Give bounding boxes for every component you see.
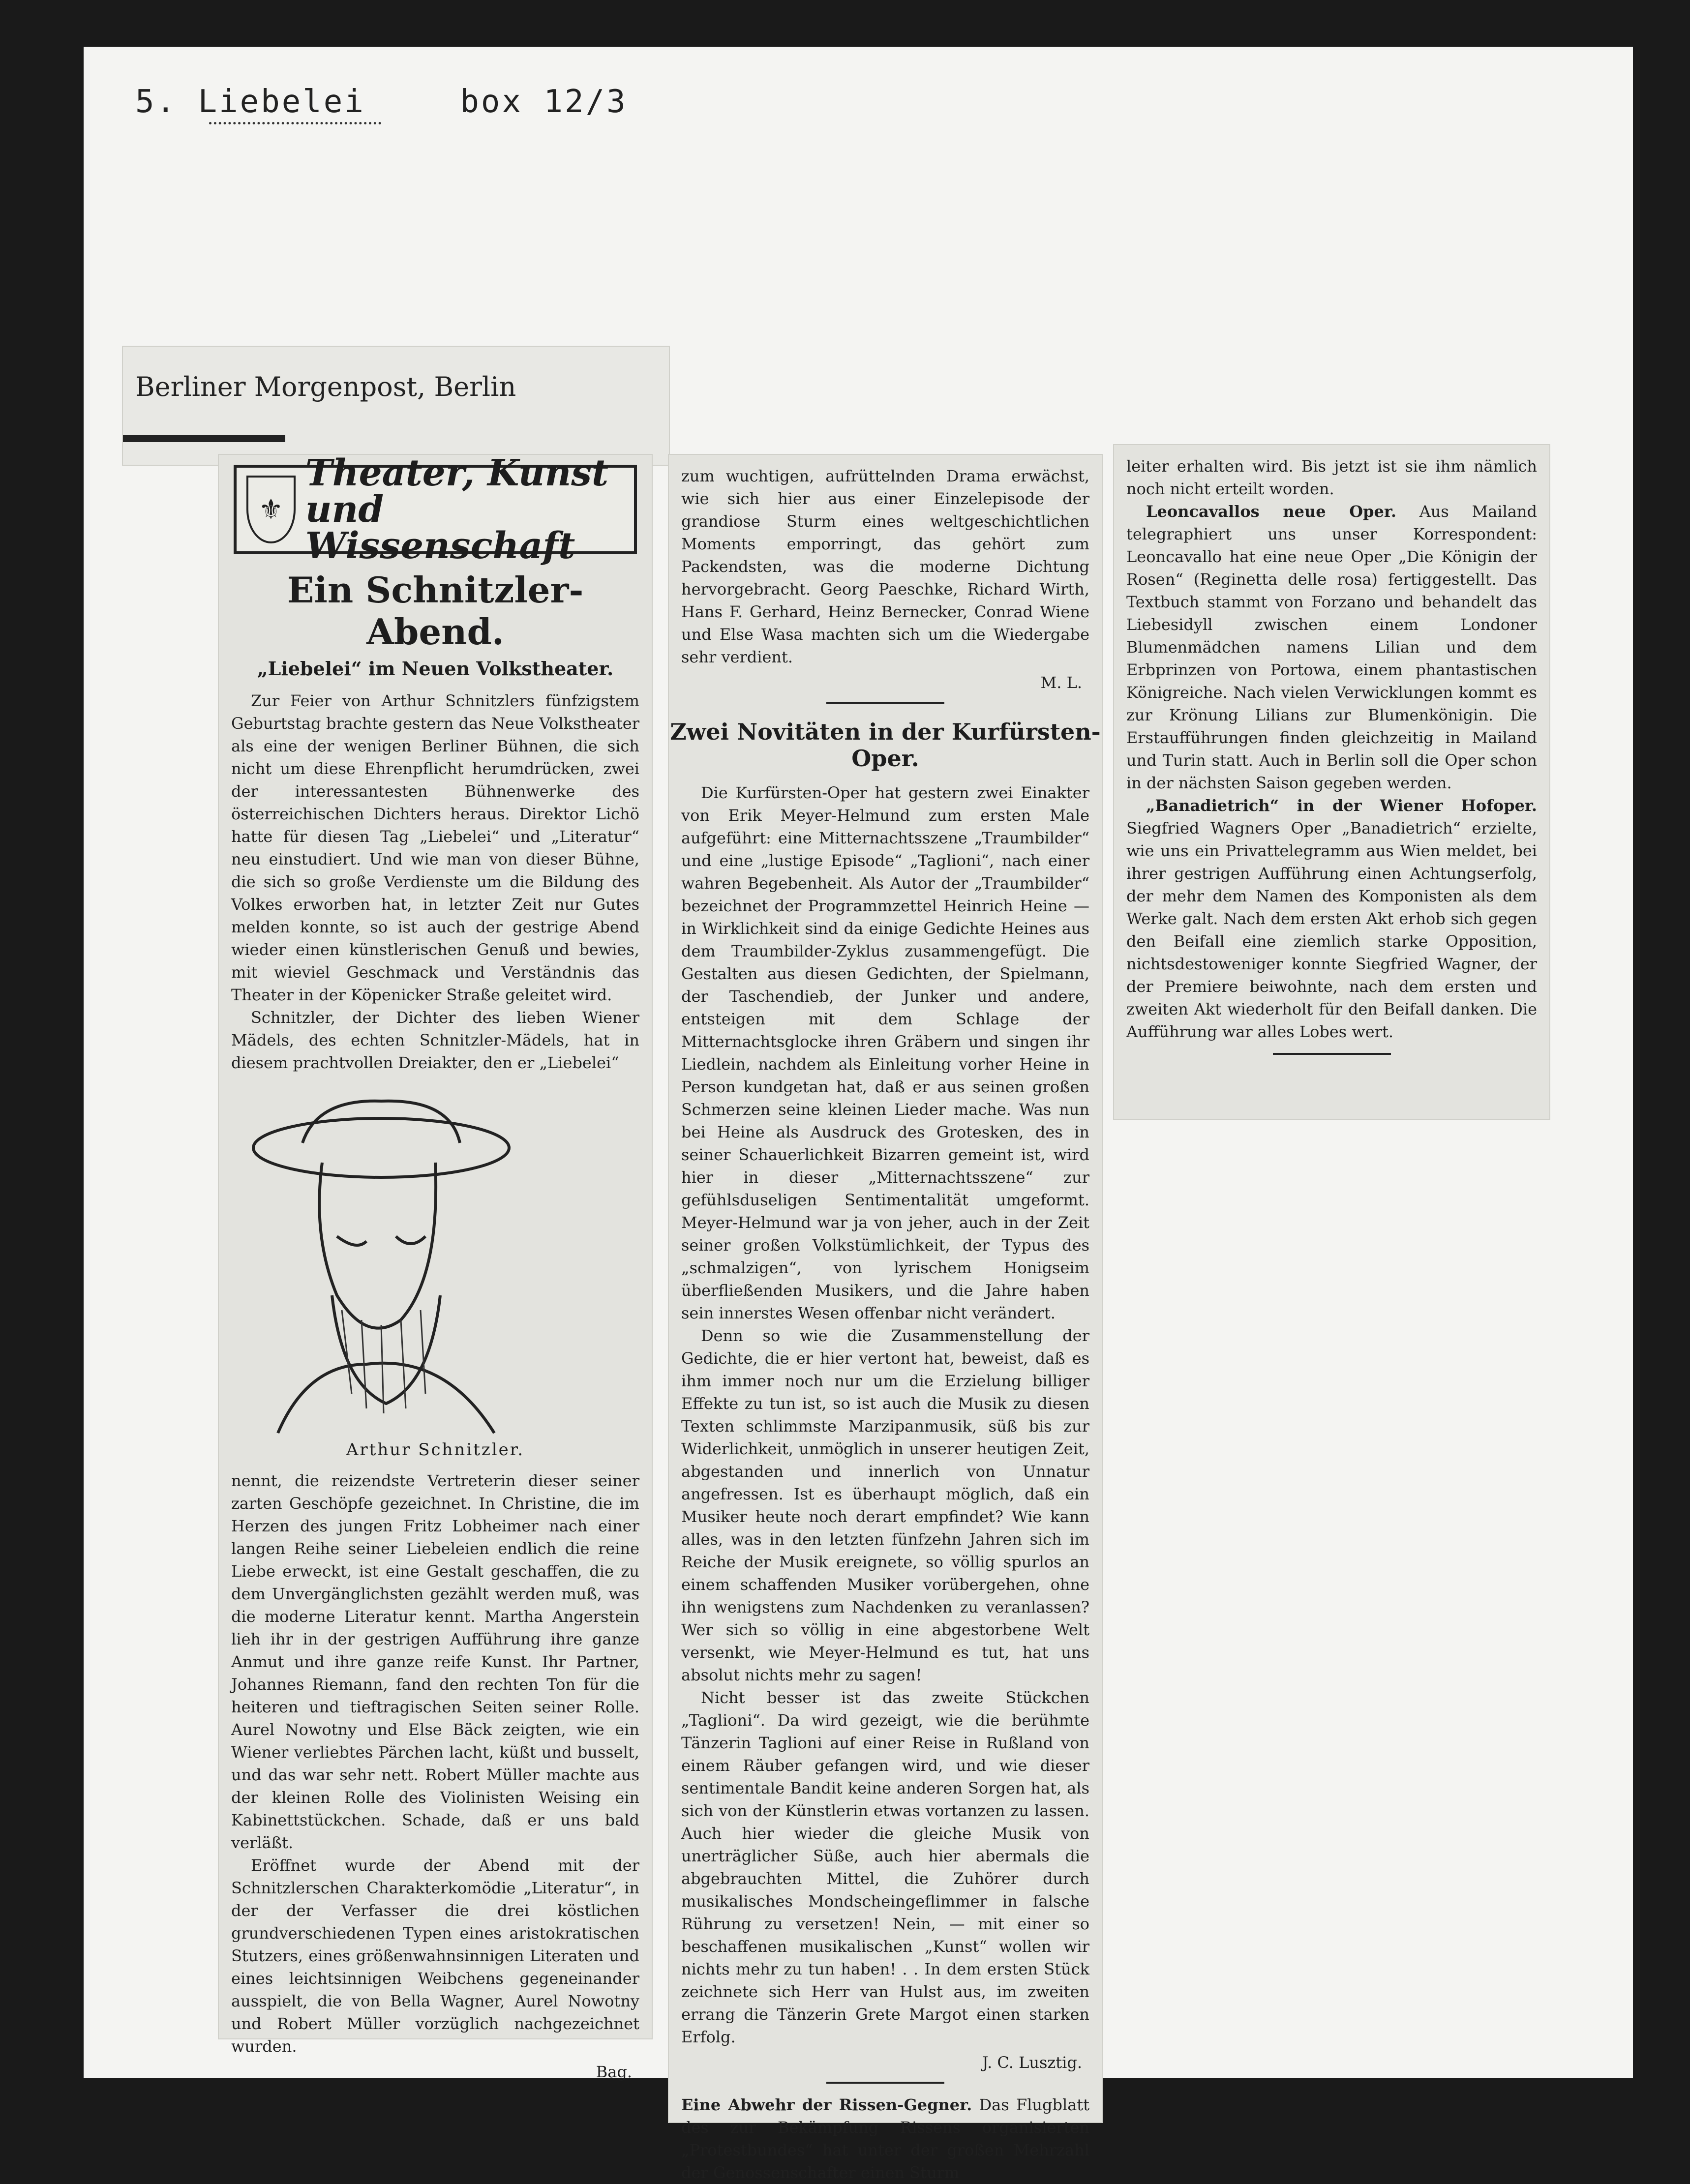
article-paragraph: Zur Feier von Arthur Schnitzlers fünfzigstem Geburtstag brachte gestern das Neue Volkstheater als eine der wenigen Berliner Bühnen, die sich nicht um diese Ehrenpflicht herumdrücken, zwei der interessantesten Bühnenwerke des österreichischen Dichters heraus. Direktor Lichö hatte für diesen Tag „Liebelei“ und „Literatur“ neu einstudiert. Und wie man von dieser Bühne, die sich so große Verdienste um die Bildung des Volkes erworben hat, in letzter Zeit nur Gutes melden konnte, so ist auch der gestrige Abend wieder einen künstlerischen Genuß und bewies, mit wieviel Geschmack und Verständnis das Theater in der Köpenicker Straße geleitet wird. [231, 691, 639, 1004]
archive-item-label: 5. Liebelei [135, 84, 365, 120]
portrait-caption: Arthur Schnitzler. [346, 1440, 525, 1460]
archive-label [135, 84, 628, 120]
article-signature: Bag. [596, 2063, 632, 2081]
clipping-column-1 [219, 452, 652, 2081]
article-text: Siegfried Wagners Oper „Banadietrich“ erzielte, wie uns ein Privattelegramm aus Wien meldet, bei ihrer gestrigen Aufführung einen Achtungserfolg, der mehr dem Namen des Komponisten als dem Werke galt. Nach dem ersten Akt erhob sich gegen den Beifall eine ziemlich starke Opposition, nichtsdestoweniger konnte Siegfried Wagner, der der Premiere beiwohnte, nach dem ersten und zweiten Akt wiederholt für den Beifall danken. Die Aufführung war alles Lobes wert. [1126, 819, 1537, 1041]
crest-icon: ⚜ [246, 476, 296, 543]
clipping-column-3 [1114, 445, 1549, 1119]
article-paragraph [1126, 500, 1537, 794]
portrait-illustration [219, 1089, 514, 1433]
article-paragraph: Eröffnet wurde der Abend mit der Schnitzlerschen Charakterkomödie „Literatur“, in der der Verfasser die drei köstlichen grundverschiedenen Typen eines aristokratischen Stutzers, eines größenwahnsinnigen Literaten und eines leichtsinnigen Weibchens gegeneinander ausspielt, die von Bella Wagner, Aurel Nowotny und Robert Müller vorzüglich nachgezeichnet wurden. [231, 1856, 639, 2056]
article-lead: Eine Abwehr der Rissen-Gegner. [681, 2095, 972, 2114]
article-paragraph: Nicht besser ist das zweite Stückchen „Taglioni“. Da wird gezeigt, wie die berühmte Tänzerin Taglioni auf einer Reise in Rußland von einem Räuber gefangen wird, und wie dieser sentimentale Bandit keine anderen Sorgen hat, als sich von der Künstlerin etwas vortanzen zu lassen. Auch hier wieder die gleiche Musik von unerträglicher Süße, auch hier abermals die abgebrauchten Mittel, die Zuhörer durch musikalisches Mondscheingeflimmer in falsche Rührung zu versetzen! Nein, — mit einer so beschaffenen musikalischen „Kunst“ wollen wir nichts mehr zu tun haben! . . In dem ersten Stück zeichnete sich Herr van Hulst aus, im zweiten errang die Tänzerin Grete Margot einen starken Erfolg. [681, 1688, 1089, 2046]
archive-sheet [84, 47, 1633, 2182]
section-banner [234, 452, 637, 567]
banner-line-2: Wissenschaft [305, 525, 575, 567]
banner-line-1: Theater, Kunst und [305, 452, 609, 531]
article-paragraph [1126, 794, 1537, 1043]
archive-box-label: box 12/3 [460, 84, 628, 120]
dotted-underline [209, 122, 381, 124]
article-subhead: „Liebelei“ im Neuen Volkstheater. [257, 658, 614, 680]
divider [826, 2082, 944, 2084]
article-text: Das Flugblatt des zur Bekämpfung Rissens organisierten „Protestbundes“ hat unter der großen Mehrzahl der Genossenschafter einen Sturm [681, 2095, 1090, 2182]
article-lead: Leoncavallos neue Oper. [1146, 502, 1396, 521]
article-headline: Ein Schnitzler-Abend. [287, 569, 584, 653]
source-clipping [123, 347, 669, 465]
article-signature: J. C. Lusztig. [982, 2053, 1082, 2072]
article-paragraph: Schnitzler, der Dichter des lieben Wiener Mädels, des echten Schnitzler-Mädels, hat in diesem prachtvollen Dreiakter, den er „Liebelei“ [231, 1008, 639, 1072]
article-paragraph [681, 2094, 1089, 2184]
source-rule [123, 435, 285, 442]
clipping-column-2 [669, 455, 1102, 2182]
article-paragraph: zum wuchtigen, aufrüttelnden Drama erwächst, wie sich hier aus einer Einzelepisode der grandiose Sturm eines weltgeschichtlichen Moments emporringt, das gehört zum Packendsten, was die moderne Dichtung hervorgebracht. Georg Paeschke, Richard Wirth, Hans F. Gerhard, Heinz Bernecker, Conrad Wiene und Else Wasa machten sich um die Wiedergabe sehr verdient. [681, 467, 1089, 666]
article-headline: Zwei Novitäten in der Kurfürsten-Oper. [670, 718, 1101, 772]
article-paragraph: leiter erhalten wird. Bis jetzt ist sie ihm nämlich noch nicht erteilt worden. [1126, 457, 1537, 498]
divider [1273, 1053, 1391, 1055]
article-paragraph: Die Kurfürsten-Oper hat gestern zwei Einakter von Erik Meyer-Helmund zum ersten Male aufgeführt: eine Mitternachtsszene „Traumbilder“ und eine „lustige Episode“ „Taglioni“, nach einer wahren Begebenheit. Als Autor der „Traumbilder“ bezeichnet der Programmzettel Heinrich Heine — in Wirklichkeit sind da einige Gedichte Heines aus dem Traumbilder-Zyklus zusammengefügt. Die Gestalten aus diesen Gedichten, der Spielmann, der Taschendieb, der Junker und andere, entsteigen mit dem Schlage der Mitternachtsglocke ihren Gräbern und singen ihr Liedlein, nachdem als Einleitung vorher Heine in Person kundgetan hat, daß er aus seinen großen Schmerzen seine kleinen Lieder mache. Was nun bei Heine als Ausdruck des Grotesken, des in seiner Schauerlichkeit Bizarren gemeint ist, wird hier in dieser „Mitternachtsszene“ zur gefühlsduseligen Sentimentalität umgeformt. Meyer-Helmund war ja von jeher, auch in der Zeit seiner großen Volkstümlichkeit, der Typus des „schmalzigen“, von lyrischem Honigseim überfließenden Musikers, und die Jahre haben sein innerstes Wesen offenbar nicht verändert. [681, 783, 1089, 1322]
source-line: Berliner Morgenpost, Berlin [135, 371, 516, 402]
article-lead: „Banadietrich“ in der Wiener Hofoper. [1146, 796, 1537, 815]
article-paragraph: Denn so wie die Zusammenstellung der Gedichte, die er hier vertont hat, beweist, daß es ihm immer noch nur um die Erzielung billiger Effekte zu tun ist, so ist auch die Musik zu diesen Texten schlimmste Marzipanmusik, süß bis zur Widerlichkeit, unmöglich in unserer heutigen Zeit, abgestanden und innerlich von Unnatur angefressen. Ist es überhaupt möglich, daß ein Musiker heute noch derart empfindet? Wie kann alles, was in den letzten fünfzehn Jahren sich im Reiche der Musik ereignete, so völlig spurlos an einem schaffenden Musiker vorübergehen, ohne ihn wenigstens zum Nachdenken zu veranlassen? Wer sich so völlig in eine abgestorbene Welt versenkt, wie Meyer-Helmund es tut, hat uns absolut nichts mehr zu sagen! [681, 1326, 1089, 1684]
divider [826, 702, 944, 704]
article-signature: M. L. [1040, 673, 1082, 692]
article-paragraph: nennt, die reizendste Vertreterin dieser seiner zarten Geschöpfe gezeichnet. In Christine, die im Herzen des jungen Fritz Lobheimer nach einer langen Reihe seiner Liebeleien endlich die reine Liebe erweckt, ist eine Gestalt geschaffen, die zu dem Unvergänglichsten gezählt werden muß, was die moderne Literatur kennt. Martha Angerstein lieh ihr in der gestrigen Aufführung ihre ganze Anmut und ihre ganze reife Kunst. Ihr Partner, Johannes Riemann, fand den rechten Ton für die heiteren und tieftragischen Seiten seiner Rolle. Aurel Nowotny und Else Bäck zeigten, wie ein Wiener verliebtes Pärchen lacht, küßt und busselt, und das war sehr nett. Robert Müller machte aus der kleinen Rolle des Violinisten Weising ein Kabinettstückchen. Schade, daß er uns bald verläßt. [231, 1471, 639, 1852]
article-text: Aus Mailand telegraphiert uns unser Korrespondent: Leoncavallo hat eine neue Oper „Die Königin der Rosen“ (Reginetta delle rosa) fertiggestellt. Das Textbuch stammt von Forzano und behandelt das Liebesidyll zwischen einem Londoner Blumenmädchen namens Lilian und dem Erbprinzen von Portowa, einem phantastischen Königreiche. Nach vielen Verwicklungen kommt es zur Krönung Lilians zur Blumenkönigin. Die Erstaufführungen finden gleichzeitig in Mailand und Turin statt. Auch in Berlin soll die Oper schon in der nächsten Saison gegeben werden. [1126, 502, 1538, 792]
